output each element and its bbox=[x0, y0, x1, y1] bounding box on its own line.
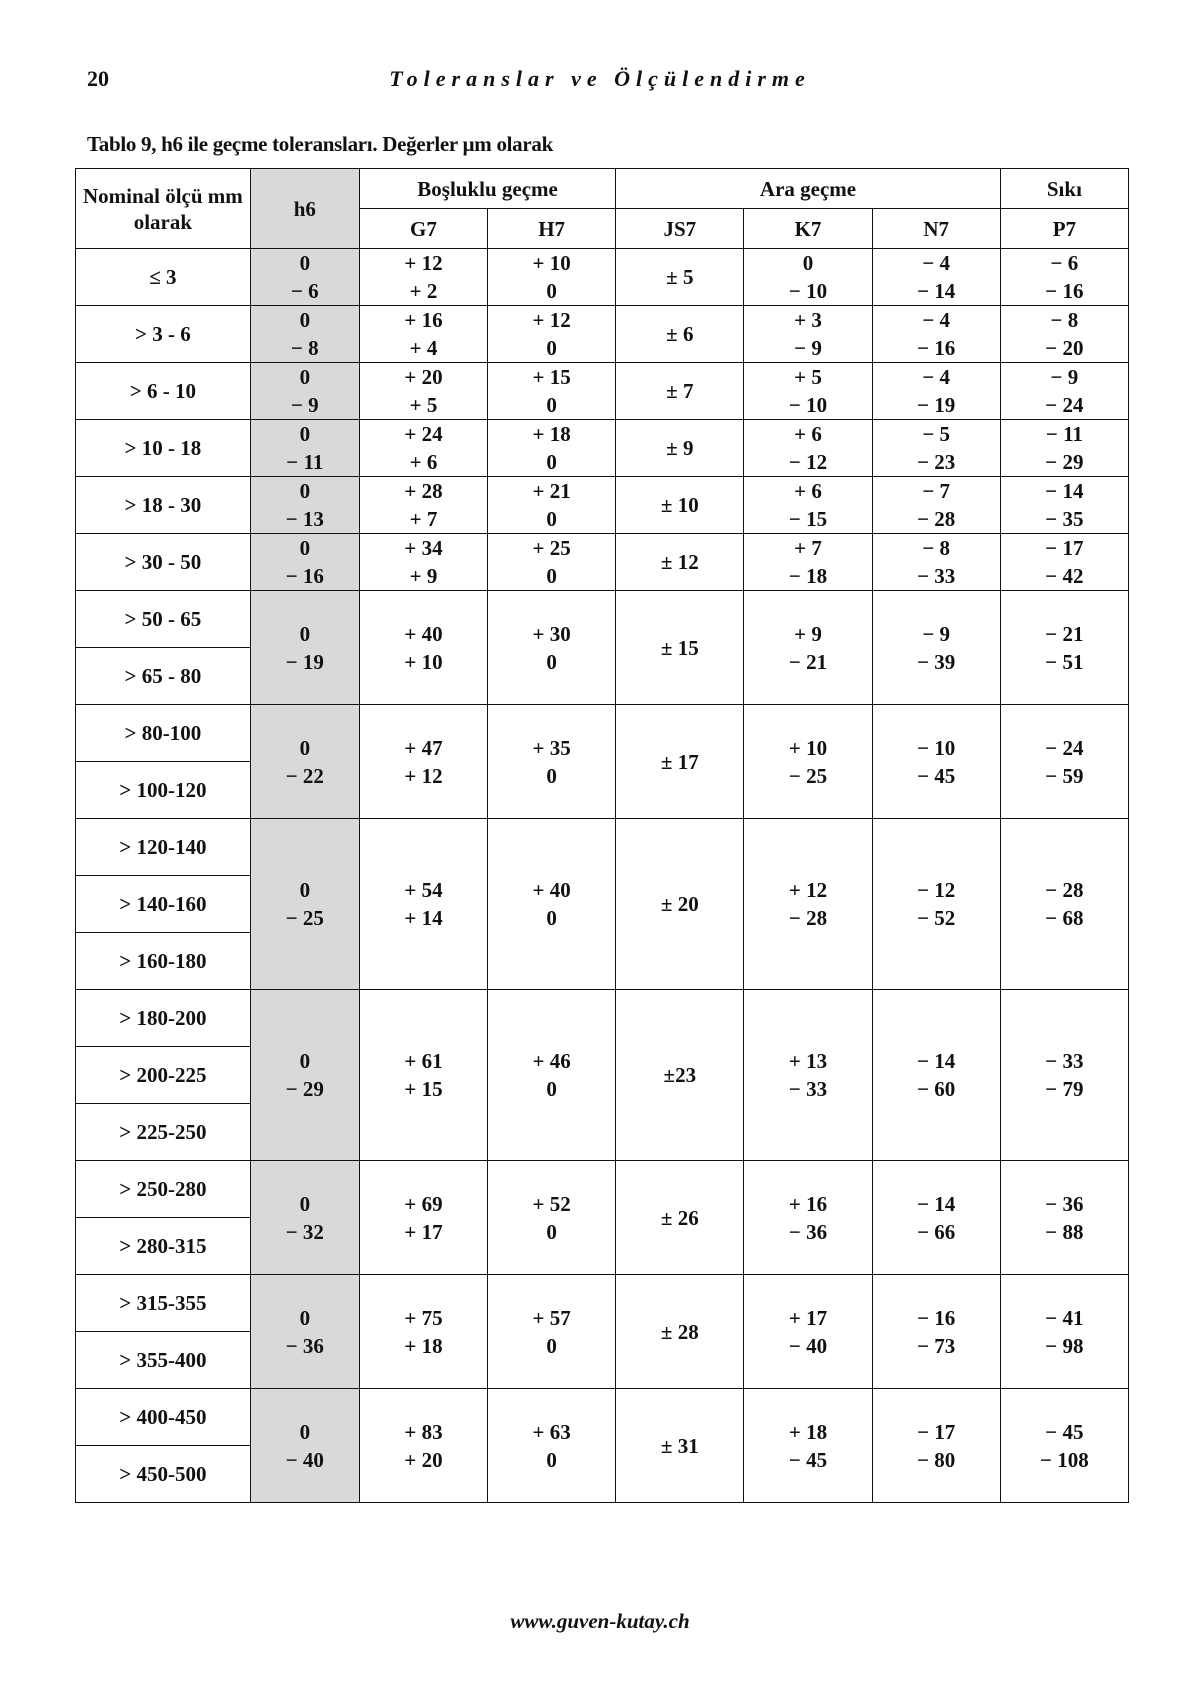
cell-nominal: > 200-225 bbox=[76, 1047, 251, 1104]
cell-value: − 21 bbox=[1045, 621, 1084, 646]
header-p7: P7 bbox=[1000, 209, 1128, 249]
cell-h6 bbox=[250, 819, 359, 990]
cell-value: − 6 bbox=[1050, 251, 1079, 275]
cell-nominal: > 225-250 bbox=[76, 1104, 251, 1161]
cell-g7 bbox=[359, 1275, 487, 1389]
cell-value: − 29 bbox=[285, 1077, 324, 1101]
cell-k7 bbox=[744, 534, 872, 591]
cell-h6 bbox=[250, 306, 359, 363]
cell-n7 bbox=[872, 363, 1000, 420]
cell-value: − 66 bbox=[917, 1219, 956, 1244]
cell-value: + 10 bbox=[404, 649, 443, 674]
header-k7: K7 bbox=[744, 209, 872, 249]
cell-value: + 18 bbox=[404, 1333, 443, 1358]
cell-p7 bbox=[1000, 420, 1128, 477]
cell-n7 bbox=[872, 990, 1000, 1161]
cell-h7 bbox=[488, 591, 616, 705]
cell-value: − 18 bbox=[788, 564, 828, 588]
cell-h6 bbox=[250, 477, 359, 534]
cell-k7 bbox=[744, 477, 872, 534]
cell-value: + 61 bbox=[404, 1049, 443, 1073]
cell-value: − 16 bbox=[917, 336, 956, 360]
cell-value: + 40 bbox=[404, 621, 443, 646]
footer-url: www.guven-kutay.ch bbox=[510, 1609, 690, 1633]
cell-p7 bbox=[1000, 591, 1128, 705]
cell-value: + 9 bbox=[794, 621, 822, 646]
cell-h7 bbox=[488, 534, 616, 591]
cell-value: − 24 bbox=[1045, 735, 1084, 760]
cell-js7: ± 10 bbox=[616, 477, 744, 534]
cell-h6 bbox=[250, 1161, 359, 1275]
tolerance-table bbox=[75, 168, 1129, 1503]
cell-js7: ± 9 bbox=[616, 420, 744, 477]
cell-h7 bbox=[488, 705, 616, 819]
cell-p7 bbox=[1000, 363, 1128, 420]
cell-value: − 68 bbox=[1045, 906, 1084, 930]
header-group-transition: Ara geçme bbox=[616, 169, 1001, 209]
cell-h6 bbox=[250, 420, 359, 477]
cell-p7 bbox=[1000, 306, 1128, 363]
cell-value: − 12 bbox=[788, 450, 828, 474]
cell-value: 0 bbox=[299, 536, 311, 560]
cell-value: + 34 bbox=[404, 536, 443, 560]
cell-nominal: > 180-200 bbox=[76, 990, 251, 1047]
cell-value: − 9 bbox=[922, 621, 951, 646]
cell-value: − 52 bbox=[917, 906, 956, 930]
cell-value: + 35 bbox=[532, 735, 571, 760]
cell-value: − 8 bbox=[922, 536, 951, 560]
cell-value: + 15 bbox=[532, 365, 571, 389]
table-body bbox=[76, 249, 1129, 1503]
cell-k7 bbox=[744, 1161, 872, 1275]
cell-nominal: > 120-140 bbox=[76, 819, 251, 876]
cell-value: 0 bbox=[546, 1219, 557, 1244]
cell-value: 0 bbox=[299, 308, 311, 332]
cell-value: + 40 bbox=[532, 878, 571, 902]
cell-value: + 63 bbox=[532, 1419, 571, 1444]
table-row bbox=[76, 591, 1129, 648]
cell-value: 0 bbox=[546, 1447, 557, 1472]
cell-value: − 40 bbox=[285, 1447, 324, 1472]
cell-value: + 16 bbox=[404, 308, 443, 332]
table-row bbox=[76, 1389, 1129, 1446]
cell-js7: ± 5 bbox=[616, 249, 744, 306]
cell-value: + 57 bbox=[532, 1305, 571, 1330]
cell-js7: ± 20 bbox=[616, 819, 744, 990]
cell-value: − 36 bbox=[788, 1219, 828, 1244]
table-row bbox=[76, 534, 1129, 591]
table-row bbox=[76, 705, 1129, 762]
cell-nominal: > 400-450 bbox=[76, 1389, 251, 1446]
cell-value: − 88 bbox=[1045, 1219, 1084, 1244]
cell-value: − 4 bbox=[922, 365, 951, 389]
cell-k7 bbox=[744, 705, 872, 819]
cell-value: − 7 bbox=[922, 479, 951, 503]
cell-h7 bbox=[488, 477, 616, 534]
table-row bbox=[76, 1161, 1129, 1218]
cell-value: + 10 bbox=[532, 251, 571, 275]
cell-value: + 14 bbox=[404, 906, 443, 930]
cell-nominal: > 160-180 bbox=[76, 933, 251, 990]
cell-h7 bbox=[488, 363, 616, 420]
cell-h7 bbox=[488, 1161, 616, 1275]
cell-p7 bbox=[1000, 819, 1128, 990]
cell-value: − 33 bbox=[917, 564, 956, 588]
cell-n7 bbox=[872, 477, 1000, 534]
cell-value: 0 bbox=[546, 763, 557, 788]
cell-h6 bbox=[250, 591, 359, 705]
cell-value: − 40 bbox=[788, 1333, 828, 1358]
cell-value: + 47 bbox=[404, 735, 443, 760]
cell-h7 bbox=[488, 1389, 616, 1503]
cell-value: − 19 bbox=[285, 649, 324, 674]
cell-value: − 16 bbox=[917, 1305, 956, 1330]
cell-value: 0 bbox=[546, 279, 557, 303]
cell-value: − 73 bbox=[917, 1333, 956, 1358]
cell-value: + 7 bbox=[794, 536, 822, 560]
cell-value: 0 bbox=[546, 564, 557, 588]
cell-n7 bbox=[872, 420, 1000, 477]
cell-h7 bbox=[488, 990, 616, 1161]
cell-nominal: > 10 - 18 bbox=[76, 420, 251, 477]
cell-value: + 12 bbox=[404, 251, 443, 275]
cell-value: − 6 bbox=[290, 279, 319, 303]
table-row bbox=[76, 420, 1129, 477]
header-js7: JS7 bbox=[616, 209, 744, 249]
cell-value: 0 bbox=[546, 450, 557, 474]
cell-value: 0 bbox=[299, 878, 311, 902]
cell-value: + 5 bbox=[794, 365, 822, 389]
cell-value: − 10 bbox=[788, 393, 828, 417]
cell-g7 bbox=[359, 1161, 487, 1275]
cell-value: 0 bbox=[546, 393, 557, 417]
cell-js7: ± 12 bbox=[616, 534, 744, 591]
cell-value: + 4 bbox=[409, 336, 438, 360]
cell-value: + 69 bbox=[404, 1191, 443, 1216]
cell-g7 bbox=[359, 363, 487, 420]
table-row bbox=[76, 819, 1129, 876]
cell-k7 bbox=[744, 1389, 872, 1503]
cell-n7 bbox=[872, 1389, 1000, 1503]
cell-value: + 46 bbox=[532, 1049, 571, 1073]
cell-n7 bbox=[872, 819, 1000, 990]
cell-value: − 5 bbox=[922, 422, 951, 446]
running-title: Toleranslar ve Ölçülendirme bbox=[389, 66, 811, 91]
cell-n7 bbox=[872, 1275, 1000, 1389]
cell-value: − 79 bbox=[1045, 1077, 1084, 1101]
cell-js7: ± 17 bbox=[616, 705, 744, 819]
table-row bbox=[76, 306, 1129, 363]
cell-value: + 12 bbox=[404, 763, 443, 788]
cell-value: − 11 bbox=[1045, 422, 1083, 446]
cell-value: 0 bbox=[299, 1049, 311, 1073]
cell-value: + 15 bbox=[404, 1077, 443, 1101]
cell-value: − 22 bbox=[285, 763, 324, 788]
cell-k7 bbox=[744, 249, 872, 306]
cell-value: − 51 bbox=[1045, 649, 1084, 674]
cell-value: − 17 bbox=[1045, 536, 1084, 560]
cell-value: 0 bbox=[546, 1333, 557, 1358]
cell-value: + 10 bbox=[788, 735, 828, 760]
cell-value: + 16 bbox=[788, 1191, 828, 1216]
cell-value: + 6 bbox=[794, 479, 822, 503]
table-row bbox=[76, 363, 1129, 420]
cell-value: − 15 bbox=[788, 507, 828, 531]
cell-value: − 108 bbox=[1040, 1447, 1089, 1472]
cell-value: − 80 bbox=[917, 1447, 956, 1472]
table-row bbox=[76, 249, 1129, 306]
header-g7: G7 bbox=[359, 209, 487, 249]
cell-value: − 14 bbox=[917, 1191, 956, 1216]
cell-k7 bbox=[744, 819, 872, 990]
cell-value: + 12 bbox=[532, 308, 571, 332]
cell-value: − 9 bbox=[1050, 365, 1079, 389]
cell-value: − 33 bbox=[788, 1077, 828, 1101]
cell-value: + 6 bbox=[409, 450, 438, 474]
cell-value: 0 bbox=[546, 649, 557, 674]
cell-value: − 9 bbox=[290, 393, 319, 417]
cell-value: + 75 bbox=[404, 1305, 443, 1330]
cell-p7 bbox=[1000, 534, 1128, 591]
cell-value: − 24 bbox=[1045, 393, 1084, 417]
cell-h6 bbox=[250, 1275, 359, 1389]
cell-value: − 28 bbox=[917, 507, 956, 531]
cell-k7 bbox=[744, 363, 872, 420]
cell-value: + 18 bbox=[532, 422, 571, 446]
cell-value: − 13 bbox=[285, 507, 324, 531]
cell-js7: ± 6 bbox=[616, 306, 744, 363]
cell-value: − 9 bbox=[794, 336, 822, 360]
cell-value: + 30 bbox=[532, 621, 571, 646]
cell-g7 bbox=[359, 306, 487, 363]
header-h6: h6 bbox=[250, 169, 359, 249]
cell-value: + 7 bbox=[409, 507, 438, 531]
cell-h7 bbox=[488, 1275, 616, 1389]
cell-h7 bbox=[488, 420, 616, 477]
cell-value: 0 bbox=[299, 251, 311, 275]
cell-value: 0 bbox=[546, 1077, 557, 1101]
cell-g7 bbox=[359, 420, 487, 477]
cell-value: 0 bbox=[299, 1305, 311, 1330]
table-caption: Tablo 9, h6 ile geçme toleransları. Değerler µm olarak bbox=[87, 132, 553, 156]
cell-g7 bbox=[359, 705, 487, 819]
cell-p7 bbox=[1000, 705, 1128, 819]
cell-value: − 33 bbox=[1045, 1049, 1084, 1073]
cell-value: 0 bbox=[299, 735, 311, 760]
cell-g7 bbox=[359, 249, 487, 306]
cell-value: + 20 bbox=[404, 1447, 443, 1472]
cell-value: − 25 bbox=[285, 906, 324, 930]
cell-value: + 17 bbox=[788, 1305, 828, 1330]
cell-value: + 2 bbox=[409, 279, 438, 303]
cell-value: + 3 bbox=[794, 308, 822, 332]
cell-value: − 11 bbox=[286, 450, 324, 474]
cell-value: 0 bbox=[546, 906, 557, 930]
cell-js7: ± 26 bbox=[616, 1161, 744, 1275]
cell-value: + 52 bbox=[532, 1191, 571, 1216]
cell-n7 bbox=[872, 249, 1000, 306]
cell-value: 0 bbox=[299, 422, 311, 446]
cell-g7 bbox=[359, 1389, 487, 1503]
cell-value: − 17 bbox=[917, 1419, 956, 1444]
cell-p7 bbox=[1000, 990, 1128, 1161]
cell-value: − 14 bbox=[917, 279, 956, 303]
cell-js7: ± 28 bbox=[616, 1275, 744, 1389]
cell-nominal: > 250-280 bbox=[76, 1161, 251, 1218]
cell-nominal: > 280-315 bbox=[76, 1218, 251, 1275]
cell-value: − 39 bbox=[917, 649, 956, 674]
cell-value: + 17 bbox=[404, 1219, 443, 1244]
cell-k7 bbox=[744, 591, 872, 705]
header-group-interference: Sıkı bbox=[1000, 169, 1128, 209]
cell-n7 bbox=[872, 705, 1000, 819]
cell-value: − 42 bbox=[1045, 564, 1084, 588]
cell-value: − 12 bbox=[917, 878, 956, 902]
cell-nominal: > 6 - 10 bbox=[76, 363, 251, 420]
cell-h6 bbox=[250, 990, 359, 1161]
cell-n7 bbox=[872, 534, 1000, 591]
cell-h7 bbox=[488, 249, 616, 306]
cell-g7 bbox=[359, 477, 487, 534]
cell-value: − 59 bbox=[1045, 763, 1084, 788]
cell-value: + 12 bbox=[788, 878, 828, 902]
cell-value: − 8 bbox=[1050, 308, 1079, 332]
table-row bbox=[76, 1275, 1129, 1332]
cell-value: − 20 bbox=[1045, 336, 1084, 360]
cell-value: − 35 bbox=[1045, 507, 1084, 531]
cell-value: − 14 bbox=[917, 1049, 956, 1073]
cell-value: − 28 bbox=[1045, 878, 1084, 902]
cell-nominal: > 50 - 65 bbox=[76, 591, 251, 648]
cell-value: + 21 bbox=[532, 479, 571, 503]
cell-value: − 21 bbox=[788, 649, 828, 674]
cell-value: − 28 bbox=[788, 906, 828, 930]
cell-value: − 10 bbox=[917, 735, 956, 760]
cell-value: 0 bbox=[299, 1419, 311, 1444]
cell-g7 bbox=[359, 591, 487, 705]
cell-value: − 32 bbox=[285, 1219, 324, 1244]
cell-value: − 23 bbox=[917, 450, 956, 474]
cell-value: + 83 bbox=[404, 1419, 443, 1444]
cell-value: + 54 bbox=[404, 878, 443, 902]
cell-value: − 10 bbox=[788, 279, 828, 303]
cell-value: 0 bbox=[299, 1191, 311, 1216]
cell-value: − 14 bbox=[1045, 479, 1084, 503]
cell-nominal: > 18 - 30 bbox=[76, 477, 251, 534]
cell-value: − 29 bbox=[1045, 450, 1084, 474]
cell-value: − 16 bbox=[1045, 279, 1084, 303]
cell-value: + 24 bbox=[404, 422, 443, 446]
cell-value: + 20 bbox=[404, 365, 443, 389]
cell-h6 bbox=[250, 1389, 359, 1503]
cell-p7 bbox=[1000, 477, 1128, 534]
cell-value: + 6 bbox=[794, 422, 822, 446]
cell-value: + 13 bbox=[788, 1049, 828, 1073]
cell-js7: ± 15 bbox=[616, 591, 744, 705]
cell-p7 bbox=[1000, 1275, 1128, 1389]
cell-n7 bbox=[872, 591, 1000, 705]
cell-value: − 41 bbox=[1045, 1305, 1084, 1330]
header-nominal: Nominal ölçü mm olarak bbox=[76, 169, 251, 249]
cell-h7 bbox=[488, 306, 616, 363]
cell-value: 0 bbox=[546, 507, 557, 531]
cell-g7 bbox=[359, 819, 487, 990]
cell-js7: ± 7 bbox=[616, 363, 744, 420]
cell-value: 0 bbox=[299, 621, 311, 646]
cell-n7 bbox=[872, 306, 1000, 363]
cell-value: + 28 bbox=[404, 479, 443, 503]
header-h7: H7 bbox=[488, 209, 616, 249]
page-number: 20 bbox=[87, 66, 109, 91]
cell-h6 bbox=[250, 249, 359, 306]
cell-h6 bbox=[250, 363, 359, 420]
cell-nominal: > 315-355 bbox=[76, 1275, 251, 1332]
header-n7: N7 bbox=[872, 209, 1000, 249]
table-row bbox=[76, 477, 1129, 534]
cell-nominal: > 355-400 bbox=[76, 1332, 251, 1389]
cell-h6 bbox=[250, 705, 359, 819]
cell-nominal: > 140-160 bbox=[76, 876, 251, 933]
cell-value: − 36 bbox=[1045, 1191, 1084, 1216]
cell-js7: ±23 bbox=[616, 990, 744, 1161]
cell-nominal: > 450-500 bbox=[76, 1446, 251, 1503]
cell-value: − 25 bbox=[788, 763, 828, 788]
cell-value: − 4 bbox=[922, 308, 951, 332]
cell-value: − 16 bbox=[285, 564, 324, 588]
cell-nominal: > 3 - 6 bbox=[76, 306, 251, 363]
cell-k7 bbox=[744, 990, 872, 1161]
cell-value: − 8 bbox=[290, 336, 319, 360]
cell-h7 bbox=[488, 819, 616, 990]
cell-p7 bbox=[1000, 1389, 1128, 1503]
cell-value: − 98 bbox=[1045, 1333, 1084, 1358]
cell-n7 bbox=[872, 1161, 1000, 1275]
cell-value: + 9 bbox=[409, 564, 438, 588]
cell-value: + 5 bbox=[409, 393, 438, 417]
cell-value: − 36 bbox=[285, 1333, 324, 1358]
table-row bbox=[76, 990, 1129, 1047]
cell-h6 bbox=[250, 534, 359, 591]
cell-g7 bbox=[359, 534, 487, 591]
cell-value: − 19 bbox=[917, 393, 956, 417]
cell-k7 bbox=[744, 1275, 872, 1389]
cell-nominal: > 80-100 bbox=[76, 705, 251, 762]
cell-value: + 18 bbox=[788, 1419, 828, 1444]
cell-p7 bbox=[1000, 1161, 1128, 1275]
cell-value: 0 bbox=[546, 336, 557, 360]
cell-value: − 4 bbox=[922, 251, 951, 275]
cell-nominal: > 100-120 bbox=[76, 762, 251, 819]
cell-value: − 60 bbox=[917, 1077, 956, 1101]
cell-k7 bbox=[744, 420, 872, 477]
cell-value: 0 bbox=[802, 251, 814, 275]
cell-js7: ± 31 bbox=[616, 1389, 744, 1503]
cell-value: 0 bbox=[299, 365, 311, 389]
cell-nominal: > 65 - 80 bbox=[76, 648, 251, 705]
cell-p7 bbox=[1000, 249, 1128, 306]
cell-g7 bbox=[359, 990, 487, 1161]
cell-value: 0 bbox=[299, 479, 311, 503]
cell-value: + 25 bbox=[532, 536, 571, 560]
cell-value: − 45 bbox=[788, 1447, 828, 1472]
cell-k7 bbox=[744, 306, 872, 363]
cell-value: − 45 bbox=[917, 763, 956, 788]
header-group-clearance: Boşluklu geçme bbox=[359, 169, 615, 209]
cell-value: − 45 bbox=[1045, 1419, 1084, 1444]
cell-nominal: > 30 - 50 bbox=[76, 534, 251, 591]
cell-nominal: ≤ 3 bbox=[76, 249, 251, 306]
